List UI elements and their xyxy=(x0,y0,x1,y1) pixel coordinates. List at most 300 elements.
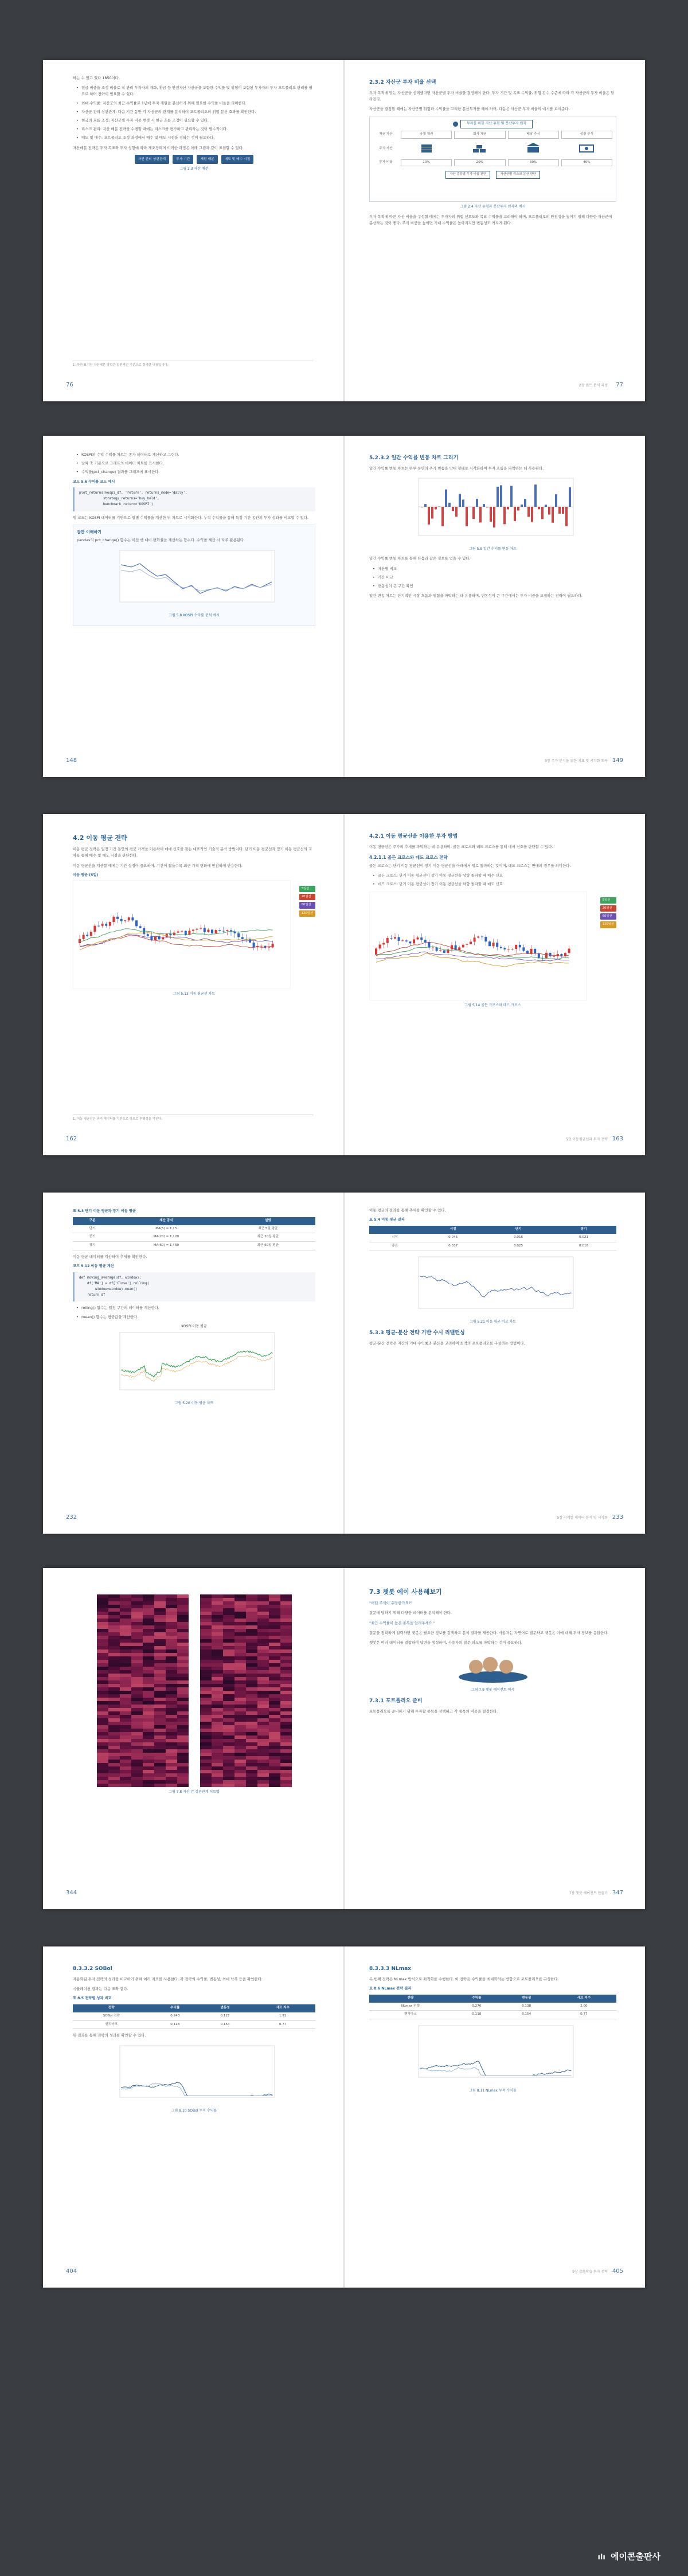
column-header: 회사 채권 xyxy=(454,131,505,139)
heatmap-cell xyxy=(97,1784,108,1787)
bar xyxy=(435,507,437,510)
footnote: 1. 하단 표기된 자산배분 방법은 일반적인 기준으로 정리한 내용입니다. xyxy=(73,361,314,368)
bar-chart xyxy=(407,475,579,544)
table-header: 샤프 지수 xyxy=(552,1995,616,2003)
candle xyxy=(519,945,521,947)
footnote: 1. 이동 평균선은 과거 데이터를 기반으로 하므로 후행성을 가진다. xyxy=(73,1115,314,1122)
bullet-list xyxy=(373,873,616,888)
table-cell: 0.77 xyxy=(552,2011,616,2019)
heatmap-cell xyxy=(131,1784,143,1787)
table-cell: 0.276 xyxy=(452,2003,502,2011)
candle xyxy=(120,918,123,921)
heatmap-cell xyxy=(200,1784,212,1787)
bar xyxy=(472,507,475,519)
bar xyxy=(452,507,454,511)
data-table xyxy=(73,2004,315,2029)
candle xyxy=(496,943,498,947)
candle xyxy=(124,920,126,921)
figure-caption: 그림 8.10 SOBol 누적 수익률 xyxy=(171,2108,217,2113)
table-cell: 0.037 xyxy=(420,1242,486,1250)
bar xyxy=(500,485,502,507)
heatmap-cell xyxy=(177,1784,189,1787)
paragraph: 자동화된 투자 전략의 성과를 비교하기 위해 여러 지표를 사용한다. 각 전략의 수익률, 변동성, 최대 낙폭 등을 확인한다. xyxy=(73,1976,263,1981)
list-item: • mean() 함수는 평균값을 계산한다. xyxy=(76,1314,315,1320)
section-heading: 7.3.1 포트폴리오 준비 xyxy=(369,1698,423,1704)
candle xyxy=(474,937,476,941)
heatmap-cell xyxy=(212,1784,223,1787)
candle xyxy=(226,930,228,931)
figure-caption: 그림 8.11 NLmax 누적 수익률 xyxy=(469,2089,517,2093)
heatmap-cell xyxy=(269,1784,280,1787)
running-title: 5장 이동평균선과 투자 전략 xyxy=(565,1137,608,1142)
cash-icon xyxy=(561,141,612,158)
legend-tag: 60일선 xyxy=(299,902,315,908)
page-right xyxy=(344,1193,645,1534)
bar xyxy=(483,504,485,507)
chart-label: 이동 평균 (5일) xyxy=(73,873,99,877)
table-header: 샤프 지수 xyxy=(250,2004,315,2012)
table-cell: 장기 xyxy=(73,1242,112,1250)
column-header: 성장 주식 xyxy=(561,131,612,139)
table-cell: 2.00 xyxy=(552,2003,616,2011)
candle xyxy=(503,948,506,949)
candle xyxy=(109,922,111,926)
table-cell: 0.243 xyxy=(150,2012,200,2020)
candle xyxy=(568,948,570,953)
candle xyxy=(196,928,198,929)
bar xyxy=(479,507,482,522)
page-number: 149 xyxy=(612,757,623,764)
legend-tag: 120일선 xyxy=(600,921,616,928)
candle xyxy=(207,929,209,932)
table-cell: 0.118 xyxy=(452,2011,502,2019)
candle xyxy=(218,930,221,931)
coin-stack-icon xyxy=(401,141,452,158)
paragraph: 이동 평균 데이터를 계산하여 추세를 확인한다. xyxy=(73,1254,147,1259)
bar xyxy=(431,507,433,518)
paragraph: 이동 평균의 결과를 통해 추세를 확인할 수 있다. xyxy=(369,1208,446,1213)
table-cell: MA(60) = Σ / 60 xyxy=(112,1242,221,1250)
figure-caption: 그림 5.21 이동 평균 비교 차트 xyxy=(470,1320,516,1324)
candle xyxy=(557,954,559,956)
section-heading: 2.3.2 자산군 투자 비율 선택 xyxy=(369,80,436,85)
bar xyxy=(459,494,461,507)
figure-caption: 그림 7.8 자산 간 상관관계 히트맵 xyxy=(169,1790,220,1794)
page-number: 404 xyxy=(66,2268,77,2274)
candle xyxy=(534,949,536,953)
asset-figure xyxy=(369,116,616,202)
column-header: 국채 채권 xyxy=(401,131,452,139)
flow-diagram xyxy=(73,155,315,164)
table-row xyxy=(73,1233,315,1242)
paragraph: 자산군을 결정할 때에는 자산군별 위험과 수익률을 고려한 분산투자를 해야 하며, 다음은 자산군 투자 비율의 예시를 보여준다. xyxy=(369,107,570,112)
page-right xyxy=(344,1568,645,1909)
candlestick-chart xyxy=(369,892,587,1000)
candle xyxy=(215,930,217,933)
list-item: • 현금의 흐름 조정: 자산군별 투자 비중 변경 시 현금 흐름 조정이 필요할 수 있다. xyxy=(76,118,315,124)
candle xyxy=(162,937,164,939)
table-row xyxy=(73,1225,315,1233)
table-cell: 1.91 xyxy=(250,2012,315,2020)
page-left xyxy=(43,1193,344,1534)
paragraph: 일간 수익률 변동 차트는 하루 동안의 주가 변동을 막대 형태로 시각화하여 투자 흐름을 파악하는 데 사용된다. xyxy=(369,466,544,471)
table-header: 변동성 xyxy=(200,2004,250,2012)
ratio-value: 20% xyxy=(454,159,505,166)
candle xyxy=(90,932,92,936)
bar xyxy=(490,507,492,522)
bar xyxy=(497,487,499,507)
candle xyxy=(147,934,149,936)
table-header: 시점 xyxy=(420,1226,486,1234)
candle xyxy=(409,941,411,943)
section-heading: 7.3 챗봇 에이 사용해보기 xyxy=(369,1588,442,1596)
table-cell: MA(20) = Σ / 20 xyxy=(112,1233,221,1242)
candle xyxy=(86,935,88,936)
data-table xyxy=(369,1226,616,1250)
legend-item: 자산 종류별 투자 비율 판단 xyxy=(445,171,490,178)
list-item: • KOSPI의 수익 수익률 차트는 종가 데이터로 계산하고 그린다. xyxy=(76,452,315,458)
bar xyxy=(493,507,495,527)
candle xyxy=(375,948,377,955)
line-chart xyxy=(108,2043,280,2106)
bar xyxy=(521,505,523,507)
candle xyxy=(241,937,244,939)
chat-answer: 질문에 답하기 위해 다양한 데이터를 분석해야 한다. xyxy=(369,1611,452,1616)
table-cell: 벤치마크 xyxy=(369,2011,452,2019)
table-cell: 종료 xyxy=(369,1242,420,1250)
bar xyxy=(534,484,537,507)
code-block: plot_returns(kospi_df, 'return', returns_mode='daily', strategy_returns='buy_hold', benchmark_return='KOSPI') xyxy=(73,487,315,511)
paragraph: 두 번째 전략은 NLmax 방식으로 최적화를 수행한다. 이 전략은 수익률을 최대화하는 방향으로 포트폴리오를 구성한다. xyxy=(369,1976,559,1981)
figure-caption: 그림 5.20 이동 평균 차트 xyxy=(174,1401,214,1406)
row-label: 주식 자산 xyxy=(379,147,393,151)
bar xyxy=(558,507,561,514)
heatmap-cell xyxy=(120,1784,131,1787)
note-text: pandas의 pct_change() 함수는 이전 행 대비 변화율을 계산하는 함수다. 수익률 계산 시 자주 활용된다. xyxy=(77,538,245,543)
figure-caption: 그림 2.4 자산 유형과 분산투자 원칙의 예시 xyxy=(460,205,526,209)
book-spread-5 xyxy=(43,1568,645,1909)
paragraph: 질문을 정확하게 입력하면 챗봇은 필요한 정보를 검색하고 분석 결과를 제공한다. 사용자는 자연어로 질문하고 챗봇은 이에 대해 투자 정보를 응답한다. xyxy=(369,1630,609,1635)
figure-caption: 그림 2.3 자산 배분 xyxy=(179,166,209,171)
page-number: 233 xyxy=(612,1514,623,1520)
section-heading: 5.2.3.2 일간 수익률 변동 차트 그리기 xyxy=(369,455,459,461)
heatmap-cell xyxy=(280,1784,292,1787)
page-left xyxy=(43,1568,344,1909)
candle xyxy=(439,950,441,951)
candle xyxy=(436,947,438,951)
candle xyxy=(515,945,517,949)
flow-step: 재원 배분 xyxy=(197,155,217,164)
bar xyxy=(531,507,533,522)
paragraph: 자산배분 전략은 투자 목표와 투자 성향에 따라 재조정되며 이러한 과정은 아래 그림과 같이 표현할 수 있다. xyxy=(73,145,244,150)
candle xyxy=(105,924,107,926)
figure-caption: 그림 5.13 이동 평균선 차트 xyxy=(173,991,216,996)
candle xyxy=(405,940,408,941)
candle xyxy=(477,936,479,937)
figure-caption: 그림 5.8 KOSPI 수익률 분석 예시 xyxy=(169,613,220,617)
table-cell: 최근 5일 평균 xyxy=(221,1225,315,1233)
heatmap-cell xyxy=(223,1784,234,1787)
table-cell: 0.154 xyxy=(502,2011,552,2019)
page-right xyxy=(344,60,645,401)
page-right xyxy=(344,814,645,1155)
heatmap-cell xyxy=(154,1784,166,1787)
candle xyxy=(204,928,206,932)
figure-caption: 그림 5.9 일간 수익률 변동 차트 xyxy=(469,546,517,551)
legend-tag: 20일선 xyxy=(600,905,616,912)
bar xyxy=(510,486,513,506)
paragraph: 일간 변동 차트는 단기적인 시장 흐름과 위험을 파악하는 데 유용하며, 변동성이 큰 구간에서는 투자 비중을 조절하는 전략이 필요하다. xyxy=(369,593,583,599)
table-header: 전략 xyxy=(369,1995,452,2003)
chat-question: "어떤 주식이 유망한가요?" xyxy=(369,1601,413,1606)
candle xyxy=(139,926,142,928)
table-header: 전략 xyxy=(73,2004,150,2012)
section-heading: 4.2 이동 평균 전략 xyxy=(73,834,127,842)
heatmap-cell xyxy=(234,1784,246,1787)
candle xyxy=(211,929,213,933)
table-cell: NLmax 전략 xyxy=(369,2003,452,2011)
section-heading: 4.2.1 이동 평균선을 이용한 투자 방법 xyxy=(369,834,458,839)
list-item: • 최대 수익률: 자산군의 최근 수익률로 1년에 투자 재원을 분산하기 위해 필요한 수익률 비율을 의미한다. xyxy=(76,100,315,107)
paragraph: 골든 크로스는 단기 이동 평균선이 장기 이동 평균선을 아래에서 위로 돌파하는 것이며, 데드 크로스는 반대의 경우를 의미한다. xyxy=(369,863,571,869)
line-chart xyxy=(108,1330,280,1398)
bar xyxy=(552,507,554,523)
candle xyxy=(424,940,427,942)
figure-title: 투자를 위한 자산 유형 및 분산투자 원칙 xyxy=(460,120,533,128)
list-item: • 날짜 축 기준으로 그래프의 데이터 차트를 표시한다. xyxy=(76,460,315,467)
heatmap-cell xyxy=(257,1784,269,1787)
paragraph: 이동 평균선을 계산할 때에는 기간 설정이 중요하며, 기간이 짧을수록 최근 가격 변화에 민감하게 반응한다. xyxy=(73,863,243,868)
bullet-list xyxy=(76,1305,315,1320)
row-label: 투자 비율 xyxy=(379,161,393,165)
paragraph: 하는 수 있고 있다 1850이다. xyxy=(73,76,120,80)
note-heading: 잠깐 이해하기 xyxy=(77,530,102,535)
book-spread-6 xyxy=(43,1946,645,2288)
table-row xyxy=(73,1242,315,1250)
bar xyxy=(476,499,478,507)
list-item: • 매도 및 매수: 포트폴리오 조정 과정에서 매수 및 매도 시점을 정하는 것이 필요하다. xyxy=(76,135,315,141)
bar xyxy=(514,507,516,521)
page-number: 405 xyxy=(612,2268,623,2274)
page-left xyxy=(43,436,344,777)
bar xyxy=(569,487,571,507)
table-row xyxy=(73,2020,315,2029)
flow-step: 매도 및 매수 시점 xyxy=(221,155,254,164)
paragraph: 포트폴리오를 준비하기 위해 투자할 종목을 선택하고 각 종목의 비중을 결정한다. xyxy=(369,1709,498,1714)
page-number: 232 xyxy=(66,1514,77,1520)
candle xyxy=(101,924,104,926)
candle xyxy=(83,935,85,939)
book-spread-3 xyxy=(43,814,645,1155)
bar xyxy=(438,506,440,507)
table-label: 표 5.4 이동 평균 결과 xyxy=(369,1218,405,1222)
candle xyxy=(522,947,525,951)
page-number: 76 xyxy=(66,381,73,388)
candle xyxy=(538,953,540,957)
section-heading: 5.3.3 평균-분산 전략 기반 수시 리밸런싱 xyxy=(369,1330,465,1336)
candle xyxy=(481,936,483,937)
table-header: 수익률 xyxy=(150,2004,200,2012)
bar xyxy=(517,507,519,510)
paragraph: 이동 평균 전략은 일정 기간 동안의 평균 가격을 이용하여 매매 신호를 찾는 대표적인 기술적 분석 방법이다. 단기 이동 평균선과 장기 이동 평균선의 교차를 통해 매수 및 매도 시점을 판단한다. xyxy=(73,847,312,858)
candle xyxy=(131,917,134,920)
bar xyxy=(548,507,550,515)
line-chart xyxy=(407,2023,579,2086)
ratio-value: 10% xyxy=(401,159,452,166)
building-icon xyxy=(508,141,559,158)
table-row xyxy=(73,2012,315,2020)
bar xyxy=(562,507,564,514)
table-cell: 0.016 xyxy=(486,1234,551,1242)
candle xyxy=(135,920,138,926)
page-number: 77 xyxy=(616,381,623,388)
page-number: 347 xyxy=(612,1889,623,1896)
flow-step: 투자 기간 xyxy=(173,155,193,164)
table-header: 계산 공식 xyxy=(112,1217,221,1225)
page-number: 162 xyxy=(66,1135,77,1142)
page-left xyxy=(43,60,344,401)
note-box xyxy=(73,525,315,626)
paragraph: 위 결과를 통해 전략의 성과를 확인할 수 있다. xyxy=(73,2033,146,2038)
row-label: 채권 자산 xyxy=(379,132,393,136)
page-number: 148 xyxy=(66,757,77,764)
table-cell: 단기 xyxy=(73,1225,112,1233)
table-row xyxy=(369,2003,616,2011)
candle xyxy=(128,917,130,920)
candle xyxy=(112,917,115,922)
candle xyxy=(177,931,179,932)
page-number: 344 xyxy=(66,1889,77,1896)
bar xyxy=(424,504,427,507)
table-header: 장기 xyxy=(551,1226,616,1234)
running-title: 5장 주가 분석을 위한 지표 및 시각화 도구 xyxy=(545,759,608,763)
candle xyxy=(470,941,472,944)
candle xyxy=(79,939,81,943)
legend-tag: 5일선 xyxy=(299,886,315,892)
ratio-value: 30% xyxy=(508,159,559,166)
candle xyxy=(192,929,194,931)
candle xyxy=(413,939,415,943)
candle xyxy=(500,947,502,948)
table-cell: 0.018 xyxy=(551,1242,616,1250)
book-spread-2 xyxy=(43,436,645,777)
bar xyxy=(503,507,506,524)
table-cell: 최근 60일 평균 xyxy=(221,1242,315,1250)
table-cell: 중기 xyxy=(73,1233,112,1242)
page-right xyxy=(344,1946,645,2288)
bar xyxy=(541,507,544,519)
list-item: • 골든 크로스: 단기 이동 평균선이 장기 이동 평균선을 상향 돌파할 때 매수 신호 xyxy=(373,873,616,879)
running-title: 2장 퀀트 분석 과정 xyxy=(578,383,608,388)
legend-tag: 120일선 xyxy=(299,910,315,917)
page-left xyxy=(43,1946,344,2288)
table-row xyxy=(369,1234,616,1242)
table-cell: 0.138 xyxy=(502,2003,552,2011)
bullet-list xyxy=(76,452,315,476)
list-item: • 수익률(pct_change) 결과를 그래프에 표시한다. xyxy=(76,469,315,475)
candle xyxy=(401,940,404,941)
candle xyxy=(484,937,487,941)
table-header: 단기 xyxy=(486,1226,551,1234)
candle xyxy=(249,939,251,943)
bar xyxy=(428,507,430,525)
candle xyxy=(185,931,187,935)
candle xyxy=(549,953,552,956)
list-item: • rolling() 함수는 일정 구간의 데이터를 계산한다. xyxy=(76,1305,315,1311)
section-heading: 8.3.3.2 SOBol xyxy=(73,1966,112,1972)
running-title: 5장 시계열 데이터 분석 및 시각화 xyxy=(557,1515,608,1520)
subsection-heading: 4.2.1.1 골든 크로스와 데드 크로스 전략 xyxy=(369,854,448,860)
code-label: 코드 5.12 이동 평균 계산 xyxy=(73,1264,114,1269)
table-header xyxy=(369,1226,420,1234)
list-item: • 데드 크로스: 단기 이동 평균선이 장기 이동 평균선을 하향 돌파할 때 매도 신호 xyxy=(373,881,616,888)
book-spread-1 xyxy=(43,60,645,401)
candle xyxy=(492,943,495,946)
candle xyxy=(545,953,548,958)
list-item: • 자산별 비교 xyxy=(373,566,616,572)
candle xyxy=(432,947,434,948)
paragraph: 투자 목적에 맞는 자산군을 선택했다면 자산군별 투자 비율을 결정해야 한다. 투자 기간 및 목표 수익률, 위험 감수 수준에 따라 각 자산군의 투자 비율은 달라진다. xyxy=(369,90,615,101)
table-cell: 0.154 xyxy=(200,2020,250,2029)
publisher-name: 에이콘출판사 xyxy=(611,2551,660,2562)
heatmap-cell xyxy=(246,1784,257,1787)
page-number: 163 xyxy=(612,1135,623,1142)
heatmap-cell xyxy=(166,1784,177,1787)
heatmap xyxy=(200,1594,292,1787)
candle xyxy=(420,937,423,940)
bar xyxy=(462,499,464,507)
flow-step: 자산 간의 상관관계 xyxy=(135,155,169,164)
candle xyxy=(530,949,533,954)
bar xyxy=(555,494,557,507)
list-item: • 자산군 간의 상관관계: 다음 기간 동안 각 자산군의 관계를 분석하여 포트폴리오의 위험 분산 효과를 확인한다. xyxy=(76,109,315,115)
bar xyxy=(507,507,509,509)
column-header: 배당 주식 xyxy=(508,131,559,139)
table-label: 표 8.5 전략별 성과 비교 xyxy=(73,1996,112,2001)
table-cell: 0.025 xyxy=(486,1242,551,1250)
table-row xyxy=(369,2011,616,2019)
paragraph: 일간 수익률 변동 차트를 통해 다음과 같은 정보를 얻을 수 있다. xyxy=(369,556,471,561)
table-cell: SOBol 전략 xyxy=(73,2012,150,2020)
candle xyxy=(116,917,119,919)
bar xyxy=(441,507,444,526)
table-cell: 시작 xyxy=(369,1234,420,1242)
table-cell: 0.021 xyxy=(551,1234,616,1242)
figure-caption: 그림 5.14 골든 크로스와 데드 크로스 xyxy=(464,1003,521,1007)
paragraph: 위 코드는 KOSPI 데이터를 기반으로 일별 수익률을 계산한 뒤 차트로 시각화한다. 누적 수익률을 통해 특정 기간 동안의 투자 성과를 비교할 수 있다. xyxy=(73,515,309,520)
code-label: 코드 5.6 수익률 코드 예시 xyxy=(73,479,115,484)
list-item: • 현금 비중을 조정 비율로 직 관리 투자자의 재화, 환금 등 안전자산 자산군을 포함한 수익률 및 위험이 포함된 투자자의 투자 포트폴리오 관리를 필요로 하며 전략이 필요할 수 있다. xyxy=(76,85,315,97)
candle xyxy=(97,925,100,926)
table-cell: MA(5) = Σ / 5 xyxy=(112,1225,221,1233)
section-heading: 8.3.3.3 NLmax xyxy=(369,1966,411,1972)
bar xyxy=(545,505,547,507)
paragraph: 이동 평균선은 주가의 추세를 파악하는 데 유용하며, 골든 크로스와 데드 크로스를 통해 매매 신호를 판단할 수 있다. xyxy=(369,844,553,849)
heatmap-cell xyxy=(108,1784,120,1787)
figure-caption: 그림 7.9 챗봇 에이전트 예시 xyxy=(471,1688,515,1692)
candle xyxy=(462,944,464,947)
candlestick-chart xyxy=(73,880,291,989)
data-table xyxy=(369,1995,616,2019)
table-cell: 0.77 xyxy=(250,2020,315,2029)
bullet-list xyxy=(373,566,616,590)
table-header: 수익률 xyxy=(452,1995,502,2003)
logo-mark: ılı xyxy=(597,2553,605,2562)
step-one-icon xyxy=(453,122,458,127)
publisher-logo xyxy=(597,2550,660,2562)
gold-bars-icon xyxy=(454,141,505,158)
bullet-list xyxy=(76,85,315,141)
